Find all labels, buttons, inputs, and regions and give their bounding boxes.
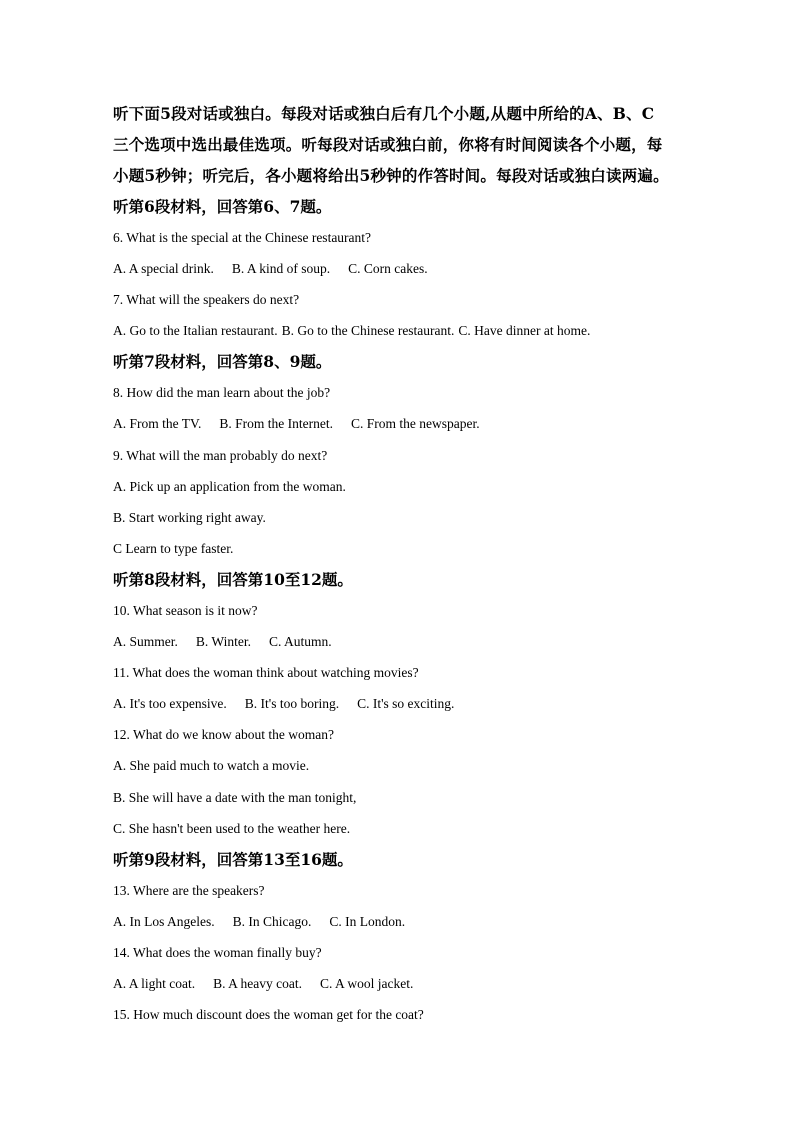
option-b: B. Winter.	[195, 634, 251, 650]
option-a: A. Pick up an application from the woman.	[113, 478, 346, 494]
question-stem: 8. How did the man learn about the job?	[113, 385, 331, 401]
option-c: C. A wool jacket.	[319, 975, 414, 991]
option-c: C. It's so exciting.	[357, 696, 455, 712]
option-a: A. Go to the Italian restaurant.	[113, 323, 278, 339]
instructions-line-1: 听下面5段对话或独白。每段对话或独白后有几个小题,从题中所给的A、B、C	[113, 104, 655, 123]
option-a: A. A light coat.	[113, 975, 196, 991]
option-b: B. A kind of soup.	[231, 261, 331, 277]
question-options	[113, 315, 693, 346]
question-stem: 14. What does the woman finally buy?	[113, 944, 322, 960]
question-stem: 12. What do we know about the woman?	[113, 727, 334, 743]
question-options	[113, 688, 693, 719]
question-options	[113, 253, 693, 284]
section-heading: 听第9段材料，回答第13至16题。	[113, 849, 353, 869]
document-page	[113, 98, 693, 1030]
option-b: B. Start working right away.	[113, 509, 266, 525]
option-c: C Learn to type faster.	[113, 540, 234, 556]
option-b: B. It's too boring.	[244, 696, 340, 712]
section-heading: 听第8段材料，回答第10至12题。	[113, 569, 353, 589]
option-c: C. From the newspaper.	[351, 416, 480, 432]
question-options	[113, 906, 693, 937]
option-b: B. She will have a date with the man tonight,	[113, 789, 357, 805]
question-options	[113, 968, 693, 999]
question-stem: 11. What does the woman think about watching movies?	[113, 665, 419, 681]
question-stem: 10. What season is it now?	[113, 602, 258, 618]
option-a: A. A special drink.	[113, 261, 214, 277]
question-stem: 9. What will the man probably do next?	[113, 447, 328, 463]
option-a: A. She paid much to watch a movie.	[113, 758, 310, 774]
question-stem: 15. How much discount does the woman get for the coat?	[113, 1007, 424, 1023]
question-options	[113, 408, 693, 439]
option-a: A. It's too expensive.	[113, 696, 227, 712]
option-b: B. Go to the Chinese restaurant.	[281, 323, 455, 339]
option-c: C. Autumn.	[268, 634, 332, 650]
option-b: B. In Chicago.	[232, 913, 312, 929]
option-b: B. From the Internet.	[219, 416, 333, 432]
option-c: C. In London.	[329, 913, 406, 929]
option-a: A. From the TV.	[113, 416, 202, 432]
question-stem: 7. What will the speakers do next?	[113, 292, 300, 308]
option-c: C. Corn cakes.	[348, 261, 428, 277]
option-b: B. A heavy coat.	[213, 975, 302, 991]
option-a: A. Summer.	[113, 634, 178, 650]
option-a: A. In Los Angeles.	[113, 913, 215, 929]
question-stem: 6. What is the special at the Chinese restaurant?	[113, 230, 372, 245]
question-stem: 13. Where are the speakers?	[113, 882, 265, 898]
instructions-line-3: 小题5秒钟；听完后，各小题将给出5秒钟的作答时间。每段对话或独白读两遍。	[113, 166, 669, 185]
section-heading: 听第7段材料，回答第8、9题。	[113, 352, 332, 372]
instructions	[113, 98, 693, 191]
option-c: C. Have dinner at home.	[458, 323, 591, 339]
option-c: C. She hasn't been used to the weather here.	[113, 820, 351, 836]
instructions-line-2: 三个选项中选出最佳选项。听每段对话或独白前，你将有时间阅读各个小题，每	[113, 135, 663, 154]
question-options	[113, 626, 693, 657]
section-heading: 听第6段材料，回答第6、7题。	[113, 197, 332, 216]
